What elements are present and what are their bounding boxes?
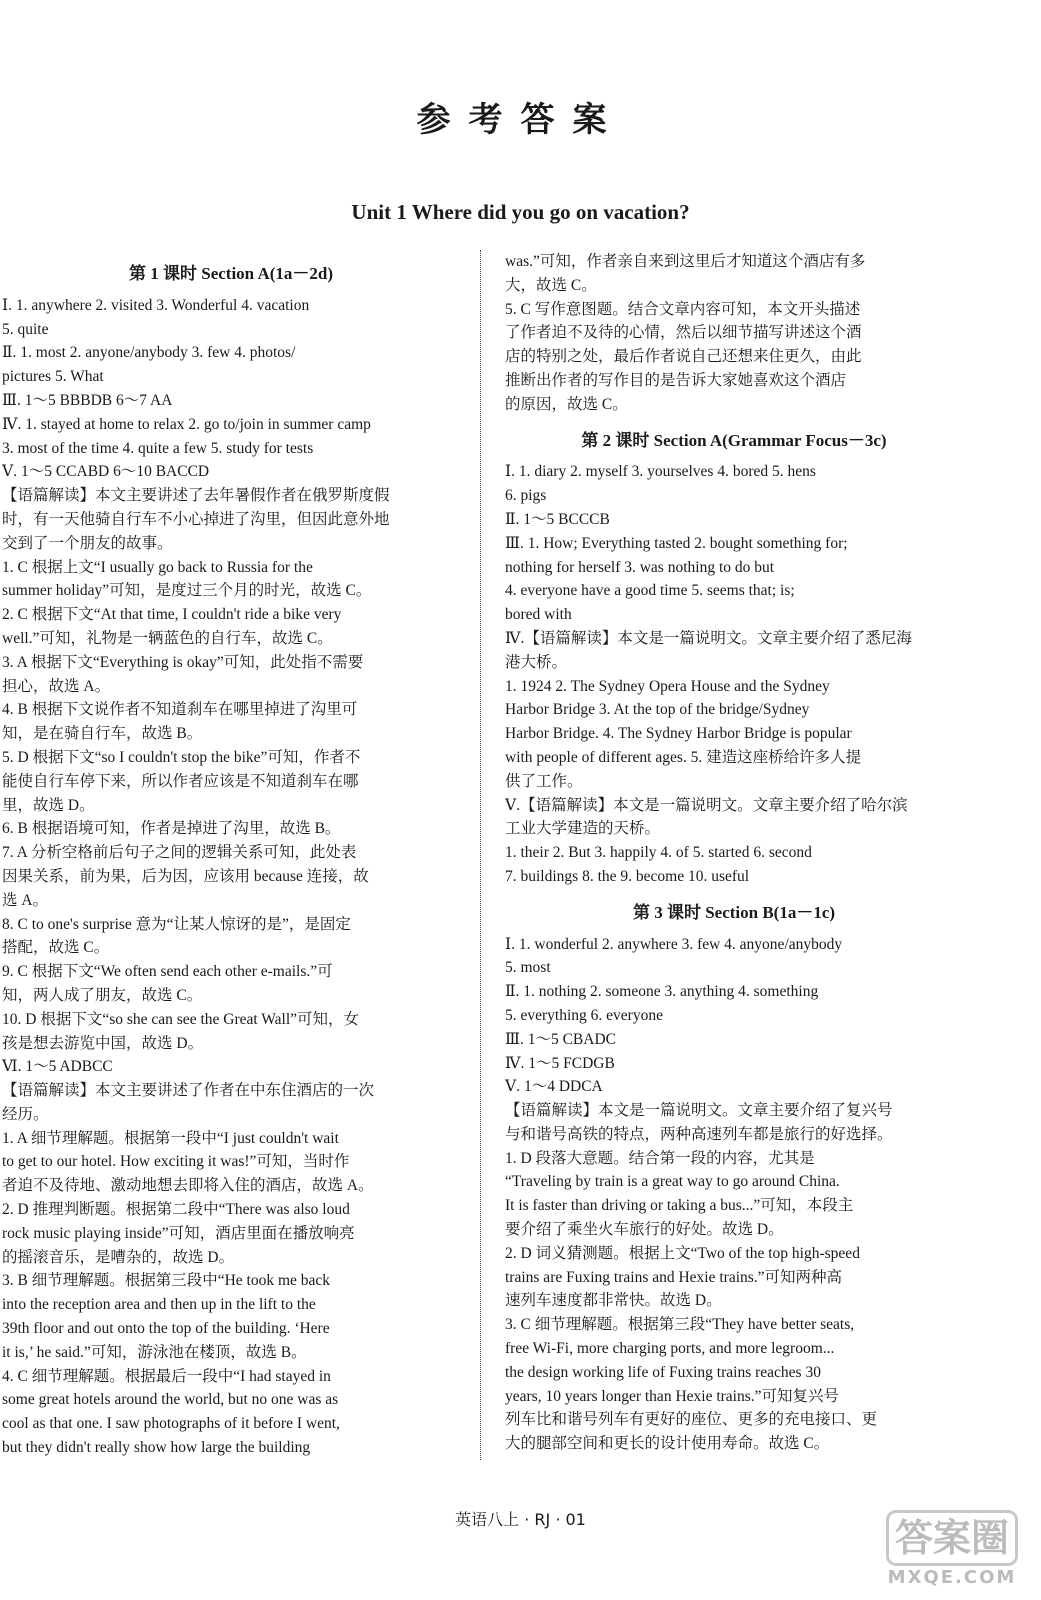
answer-line: 2. D 词义猜测题。根据上文“Two of the top high-speed [505, 1244, 860, 1262]
answer-line: 列车比和谐号列车有更好的座位、更多的充电接口、更 [505, 1411, 878, 1429]
section-heading-lesson-3: 第 3 课时 Section B(1a－1c) [632, 902, 836, 922]
answer-line: years, 10 years longer than Hexie trains.”可知复兴号 [505, 1387, 840, 1405]
answer-line: but they didn't really show how large the building [2, 1439, 311, 1457]
answer-line: 港大桥。 [505, 653, 568, 671]
answer-line: 孩是想去游览中国，故选 D。 [2, 1034, 204, 1052]
answer-line: 8. C to one's surprise 意为“让某人惊讶的是”，是固定 [2, 915, 351, 933]
answer-line: Ⅰ. 1. anywhere 2. visited 3. Wonderful 4. vacation [2, 296, 310, 314]
answer-line: was.”可知，作者亲自来到这里后才知道这个酒店有多 [505, 253, 866, 270]
answer-line: Ⅵ. 1～5 ADBCC [2, 1058, 113, 1076]
answer-line: 5. D 根据下文“so I couldn't stop the bike”可知，作者不 [2, 748, 361, 766]
answer-line: Harbor Bridge 3. At the top of the bridge/Sydney [505, 701, 810, 719]
answer-line: 与和谐号高铁的特点，两种高速列车都是旅行的好选择。 [505, 1125, 893, 1143]
answer-line: 9. C 根据下文“We often send each other e-mails.”可 [2, 963, 333, 981]
answer-line: 工业大学建造的天桥。 [505, 820, 661, 838]
page-title: 参考答案 [416, 100, 625, 140]
right-answer-lines-a [505, 250, 963, 417]
answer-line: 5. C 写作意图题。结合文章内容可知，本文开头描述 [505, 300, 861, 318]
answer-line: 3. C 细节理解题。根据第三段“They have better seats, [505, 1316, 855, 1334]
answer-line: 知，是在骑自行车，故选 B。 [2, 725, 203, 743]
page-footer: 英语八上 · RJ · 01 [455, 1510, 586, 1529]
answer-line: 知，两人成了朋友，故选 C。 [2, 986, 203, 1004]
answer-line: 1. 1924 2. The Sydney Opera House and the Sydney [505, 677, 830, 695]
answer-line: Ⅲ. 1～5 CBADC [505, 1030, 616, 1048]
answer-line: 供了工作。 [505, 772, 583, 790]
answer-line: Ⅴ. 1～4 DDCA [505, 1078, 603, 1096]
watermark-url: MXQE.COM [887, 1567, 1017, 1588]
answer-line: 3. B 细节理解题。根据第三段中“He took me back [2, 1272, 331, 1290]
answer-line: nothing for herself 3. was nothing to do but [505, 558, 775, 576]
answer-line: rock music playing inside”可知，酒店里面在播放响亮 [2, 1224, 355, 1242]
answer-line: 4. B 根据下文说作者不知道刹车在哪里掉进了沟里可 [2, 701, 358, 719]
right-answer-lines-c [505, 933, 963, 1457]
section-heading-lesson-1: 第 1 课时 Section A(1a－2d) [129, 264, 333, 283]
answer-line: Ⅱ. 1. nothing 2. someone 3. anything 4. something [505, 983, 819, 1001]
answer-line: 的摇滚音乐，是嘈杂的，故选 D。 [2, 1248, 235, 1266]
left-column [2, 252, 460, 1460]
answer-line: summer holiday”可知，是度过三个月的时光，故选 C。 [2, 582, 372, 600]
answer-line: Harbor Bridge. 4. The Sydney Harbor Bridge is popular [505, 725, 852, 743]
answer-line: 交到了一个朋友的故事。 [2, 534, 173, 552]
answer-line: 因果关系，前为果，后为因，应该用 because 连接，故 [2, 867, 369, 885]
answer-line: 能使自行车停下来，所以作者应该是不知道刹车在哪 [2, 772, 359, 790]
answer-line: Ⅴ. 1～5 CCABD 6～10 BACCD [2, 463, 210, 481]
answer-line: 7. A 分析空格前后句子之间的逻辑关系可知，此处表 [2, 844, 357, 862]
answer-line: 1. A 细节理解题。根据第一段中“I just couldn't wait [2, 1129, 339, 1147]
answer-line: 4. everyone have a good time 5. seems that; is; [505, 582, 795, 600]
answer-line: Ⅰ. 1. diary 2. myself 3. yourselves 4. bored 5. hens [505, 463, 816, 481]
answer-line: 2. D 推理判断题。根据第二段中“There was also loud [2, 1201, 350, 1219]
answer-line: 者迫不及待地、激动地想去即将入住的酒店，故选 A。 [2, 1177, 374, 1195]
answer-line: 4. C 细节理解题。根据最后一段中“I had stayed in [2, 1367, 331, 1385]
answer-line: 经历。 [2, 1105, 49, 1123]
answer-line: 要介绍了乘坐火车旅行的好处。故选 D。 [505, 1221, 784, 1239]
answer-line: 的原因，故选 C。 [505, 395, 628, 413]
answer-line: 6. B 根据语境可知，作者是掉进了沟里，故选 B。 [2, 820, 341, 838]
answer-line: Ⅱ. 1～5 BCCCB [505, 510, 610, 528]
watermark-logo [877, 1510, 1027, 1590]
answer-line: it is,’ he said.”可知，游泳池在楼顶，故选 B。 [2, 1343, 307, 1361]
answer-line: 【语篇解读】本文主要讲述了作者在中东住酒店的一次 [2, 1082, 375, 1100]
answer-line: 39th floor and out onto the top of the building. ‘Here [2, 1320, 330, 1338]
column-divider [480, 250, 481, 1460]
answer-line: Ⅳ. 1. stayed at home to relax 2. go to/join in summer camp [2, 415, 371, 433]
answer-line: 【语篇解读】本文是一篇说明文。文章主要介绍了复兴号 [505, 1102, 893, 1120]
answer-line: 1. C 根据上文“I usually go back to Russia for the [2, 558, 313, 576]
answer-line: 【语篇解读】本文主要讲述了去年暑假作者在俄罗斯度假 [2, 487, 390, 505]
answer-line: into the reception area and then up in the lift to the [2, 1296, 316, 1314]
answer-line: trains are Fuxing trains and Hexie trains.”可知两种高 [505, 1268, 843, 1286]
answer-line: well.”可知，礼物是一辆蓝色的自行车，故选 C。 [2, 629, 333, 647]
section-heading-lesson-2: 第 2 课时 Section A(Grammar Focus－3c) [581, 430, 887, 450]
answer-line: 6. pigs [505, 487, 547, 505]
answer-line: 3. A 根据下文“Everything is okay”可知，此处指不需要 [2, 653, 364, 671]
answer-line: 选 A。 [2, 891, 49, 909]
answer-line: 推断出作者的写作目的是告诉大家她喜欢这个酒店 [505, 371, 847, 389]
answer-line: 店的特别之处，最后作者说自己还想来住更久，由此 [505, 348, 862, 366]
answer-line: Ⅱ. 1. most 2. anyone/anybody 3. few 4. photos/ [2, 344, 296, 362]
answer-line: some great hotels around the world, but no one was as [2, 1391, 339, 1409]
answer-line: Ⅲ. 1～5 BBBDB 6～7 AA [2, 391, 173, 409]
answer-line: 5. everything 6. everyone [505, 1006, 663, 1024]
answer-line: the design working life of Fuxing trains reaches 30 [505, 1363, 821, 1381]
answer-line: pictures 5. What [2, 368, 104, 386]
right-answer-lines-b [505, 460, 963, 888]
answer-line: 速列车速度都非常快。故选 D。 [505, 1292, 722, 1310]
answer-line: with people of different ages. 5. 建造这座桥给许多人提 [505, 748, 862, 766]
answer-line: bored with [505, 606, 572, 624]
answer-line: 里，故选 D。 [2, 796, 95, 814]
answer-line: free Wi-Fi, more charging ports, and more legroom... [505, 1340, 835, 1358]
answer-line: Ⅰ. 1. wonderful 2. anywhere 3. few 4. anyone/anybody [505, 935, 843, 953]
watermark-logo-text: 答案圈 [886, 1510, 1018, 1566]
answer-line: 大，故选 C。 [505, 276, 597, 294]
answer-line: 3. most of the time 4. quite a few 5. study for tests [2, 439, 314, 457]
answer-line: 了作者迫不及待的心情，然后以细节描写讲述这个酒 [505, 324, 862, 342]
answer-line: 5. most [505, 959, 551, 977]
answer-line: It is faster than driving or taking a bus...”可知，本段主 [505, 1197, 854, 1215]
answer-line: 搭配，故选 C。 [2, 939, 110, 957]
left-answer-lines [2, 294, 460, 1460]
answer-line: 5. quite [2, 320, 49, 338]
answer-line: Ⅴ.【语篇解读】本文是一篇说明文。文章主要介绍了哈尔滨 [505, 796, 908, 814]
answer-line: 7. buildings 8. the 9. become 10. useful [505, 867, 750, 885]
answer-line: 10. D 根据下文“so she can see the Great Wall”可知，女 [2, 1010, 360, 1028]
answer-line: 时，有一天他骑自行车不小心掉进了沟里，但因此意外地 [2, 510, 390, 528]
answer-line: “Traveling by train is a great way to go around China. [505, 1173, 840, 1191]
answer-line: Ⅳ.【语篇解读】本文是一篇说明文。文章主要介绍了悉尼海 [505, 629, 912, 647]
answer-line: Ⅲ. 1. How; Everything tasted 2. bought something for; [505, 534, 848, 552]
unit-title: Unit 1 Where did you go on vacation? [351, 200, 690, 224]
answer-line: 担心，故选 A。 [2, 677, 111, 695]
right-column [505, 250, 963, 1456]
answer-line: 大的腿部空间和更长的设计使用寿命。故选 C。 [505, 1435, 830, 1453]
answer-line: to get to our hotel. How exciting it was!”可知，当时作 [2, 1153, 350, 1171]
answer-line: Ⅳ. 1～5 FCDGB [505, 1054, 615, 1072]
answer-line: 1. D 段落大意题。结合第一段的内容，尤其是 [505, 1149, 815, 1167]
answer-line: 2. C 根据下文“At that time, I couldn't ride a bike very [2, 606, 342, 624]
answer-line: cool as that one. I saw photographs of it before I went, [2, 1415, 340, 1433]
answer-line: 1. their 2. But 3. happily 4. of 5. started 6. second [505, 844, 812, 862]
